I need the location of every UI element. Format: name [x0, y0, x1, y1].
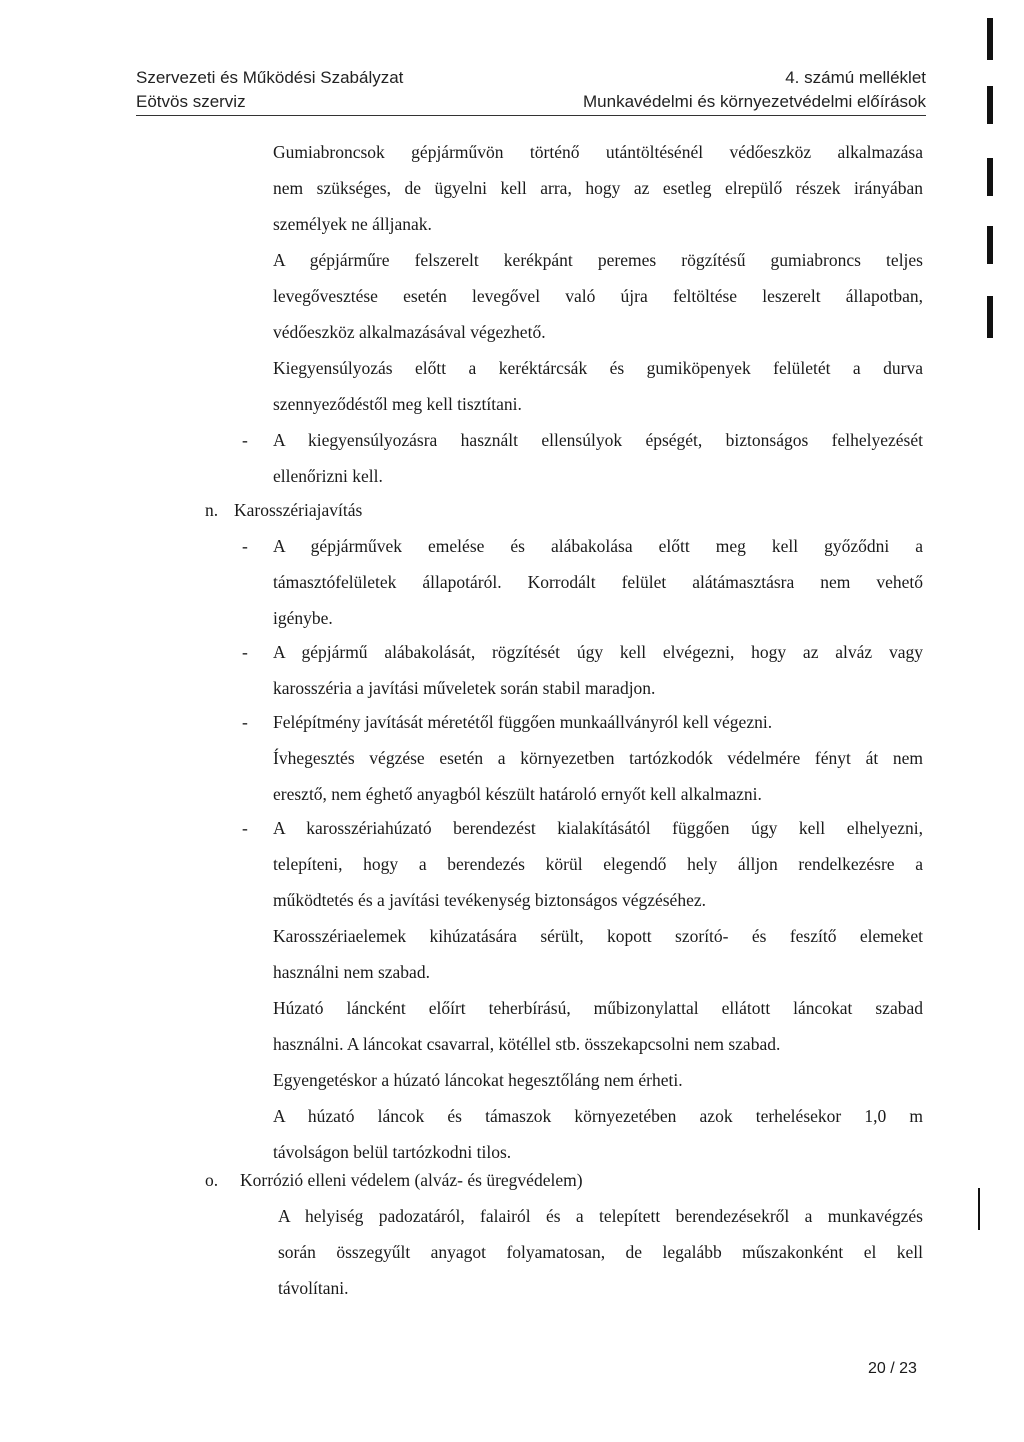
text-line: A húzató láncok és támaszok környezetében azok terhelésekor 1,0 m: [273, 1106, 923, 1126]
text-line: Kiegyensúlyozás előtt a keréktárcsák és gumiköpenyek felületét a durva: [273, 358, 923, 378]
text-line: működtetés és a javítási tevékenység biztonságos végzéséhez.: [273, 890, 706, 910]
text-line: Egyengetéskor a húzató láncokat hegesztőláng nem érheti.: [273, 1070, 683, 1090]
text-line: A gépjárműre felszerelt kerékpánt peremes rögzítésű gumiabroncs teljes: [273, 250, 923, 270]
list-item-welding: [273, 704, 923, 812]
paragraph-rim-tire: [273, 242, 923, 350]
text-line: igénybe.: [273, 608, 333, 628]
scan-mark: [987, 158, 993, 196]
text-line: során összegyűlt anyagot folyamatosan, de legalább műszakonként el kell: [278, 1242, 923, 1262]
header-title: Szervezeti és Működési Szabályzat: [136, 68, 404, 87]
page-header: [136, 66, 926, 116]
header-annex: 4. számú melléklet: [785, 68, 926, 87]
text-line: A gépjárművek emelése és alábakolása előtt meg kell győződni a: [273, 536, 923, 556]
text-line: távolságon belül tartózkodni tilos.: [273, 1142, 512, 1162]
text-line: Felépítmény javítását méretétől függően munkaállványról kell végezni.: [273, 712, 773, 732]
scan-mark: [987, 226, 993, 264]
text-line: használni nem szabad.: [273, 962, 430, 982]
text-line: támasztófelületek állapotáról. Korrodált felület alátámasztásra nem vehető: [273, 572, 923, 592]
section-title-corrosion: Korrózió elleni védelem (alváz- és üregvédelem): [240, 1170, 583, 1190]
text-line: Karosszériaelemek kihúzatására sérült, kopott szorító- és feszítő elemeket: [273, 926, 923, 946]
header-divider: [136, 115, 926, 116]
text-line: Húzató láncként előírt teherbírású, műbizonylattal ellátott láncokat szabad: [273, 998, 923, 1018]
text-line: karosszéria a javítási műveletek során stabil maradjon.: [273, 678, 656, 698]
header-company: Eötvös szerviz: [136, 92, 246, 111]
text-line: telepíteni, hogy a berendezés körül elegendő hely álljon rendelkezésre a: [273, 854, 923, 874]
list-item-pulling-device: [273, 810, 923, 1170]
scan-mark: [987, 18, 993, 60]
list-dash: -: [242, 712, 248, 732]
text-line: A karosszériahúzató berendezést kialakításától függően úgy kell elhelyezni,: [273, 818, 923, 838]
paragraph-balancing: [273, 350, 923, 422]
text-line: személyek ne álljanak.: [273, 214, 432, 234]
list-dash: -: [242, 430, 248, 450]
paragraph-tire-inflation: [273, 134, 923, 242]
text-line: szennyeződéstől meg kell tisztítani.: [273, 394, 522, 414]
text-line: ellenőrizni kell.: [273, 466, 383, 486]
scan-mark: [978, 1188, 980, 1230]
section-title-bodywork: Karosszériajavítás: [234, 500, 363, 520]
text-line: levegővesztése esetén levegővel való újra feltöltése leszerelt állapotban,: [273, 286, 923, 306]
list-item-chassis-fixing: [273, 634, 923, 706]
list-dash: -: [242, 536, 248, 556]
text-line: A kiegyensúlyozásra használt ellensúlyok épségét, biztonságos felhelyezését: [273, 430, 923, 450]
text-line: nem szükséges, de ügyelni kell arra, hogy az esetleg elrepülő részek irányában: [273, 178, 923, 198]
text-line: Ívhegesztés végzése esetén a környezetben tartózkodók védelmére fényt át nem: [273, 748, 923, 768]
page-number: 20 / 23: [868, 1360, 917, 1377]
scan-mark: [987, 296, 993, 338]
list-dash: -: [242, 818, 248, 838]
list-item-counterweights: [273, 422, 923, 494]
paragraph-corrosion: [278, 1198, 923, 1306]
text-line: Gumiabroncsok gépjárművön történő utántöltésénél védőeszköz alkalmazása: [273, 142, 923, 162]
text-line: A helyiség padozatáról, falairól és a telepített berendezésekről a munkavégzés: [278, 1206, 923, 1226]
list-item-lifting: [273, 528, 923, 636]
section-marker-o: o.: [205, 1170, 219, 1190]
header-subject: Munkavédelmi és környezetvédelmi előírások: [583, 92, 926, 111]
text-line: használni. A láncokat csavarral, kötéllel stb. összekapcsolni nem szabad.: [273, 1034, 781, 1054]
text-line: eresztő, nem éghető anyagból készült határoló ernyőt kell alkalmazni.: [273, 784, 762, 804]
list-dash: -: [242, 642, 248, 662]
section-marker-n: n.: [205, 500, 219, 520]
scan-mark: [987, 86, 993, 124]
text-line: távolítani.: [278, 1278, 349, 1298]
text-line: A gépjármű alábakolását, rögzítését úgy kell elvégezni, hogy az alváz vagy: [273, 642, 923, 662]
text-line: védőeszköz alkalmazásával végezhető.: [273, 322, 546, 342]
